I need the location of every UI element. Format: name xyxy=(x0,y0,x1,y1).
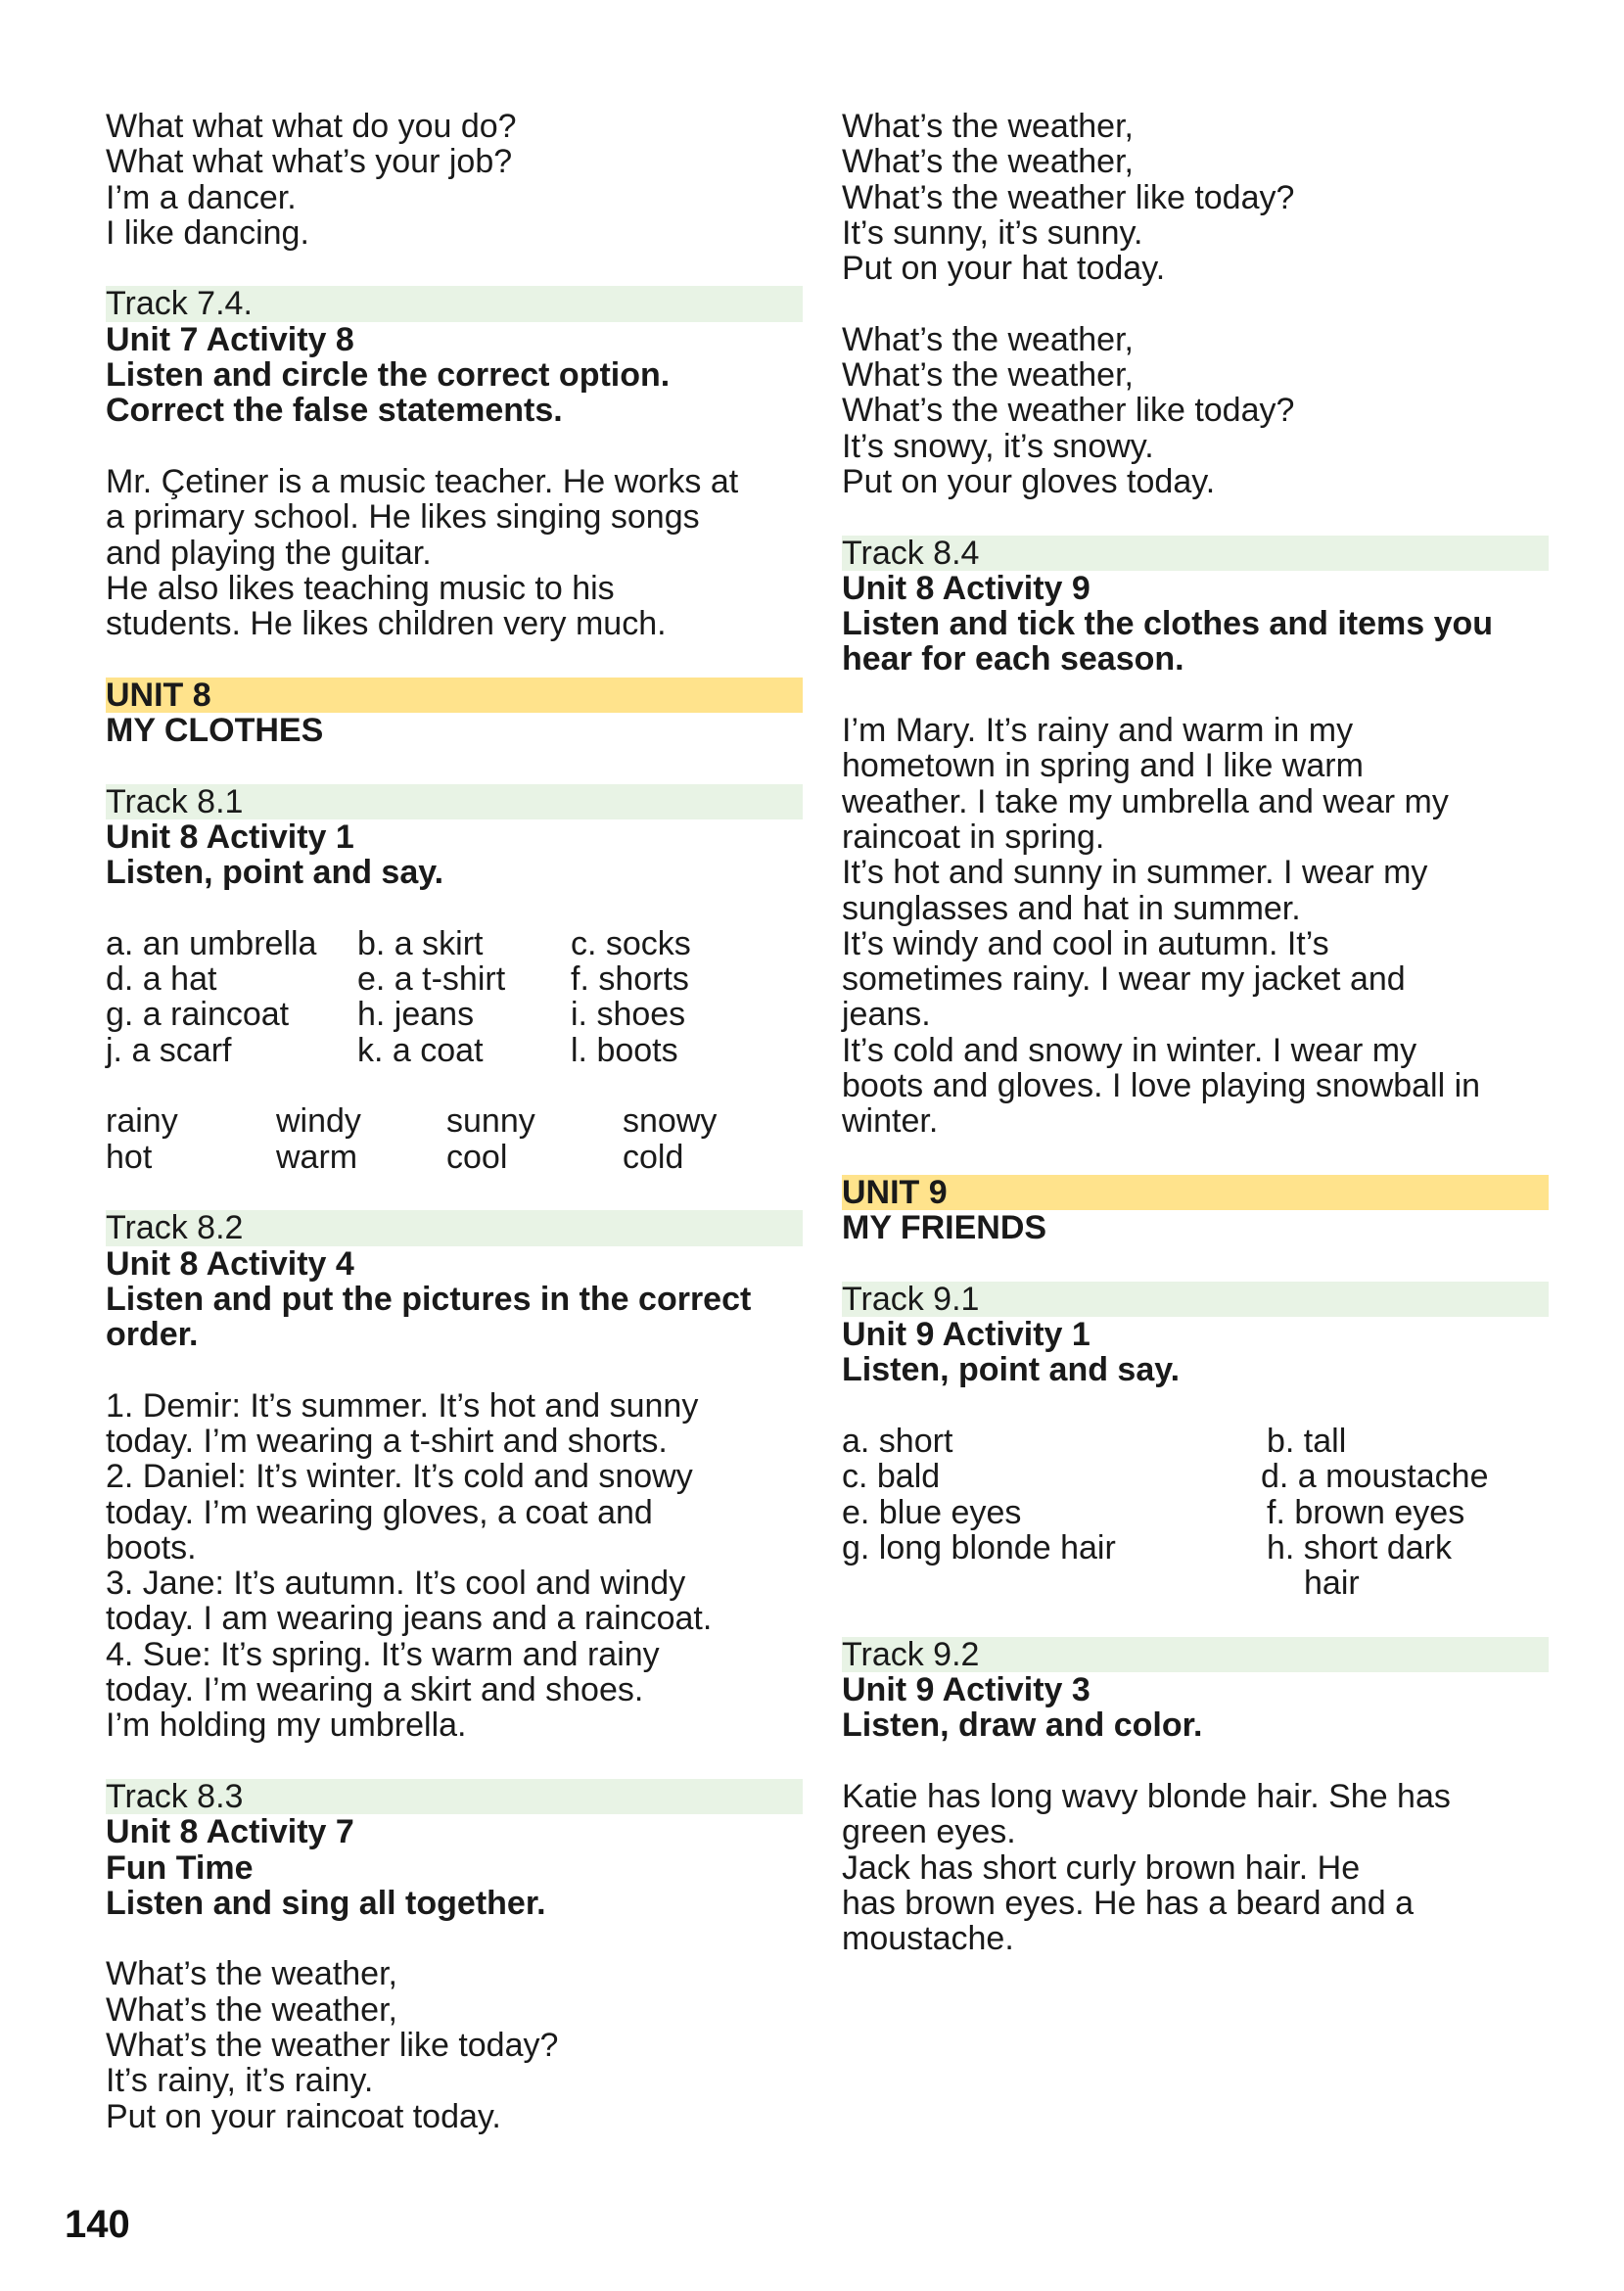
text-line: Katie has long wavy blonde hair. She has xyxy=(842,1777,1451,1815)
unit-label: UNIT 9 xyxy=(842,1175,1549,1210)
unit-label: UNIT 8 xyxy=(106,678,803,713)
text-line: jeans. xyxy=(842,996,931,1034)
text-line: students. He likes children very much. xyxy=(106,605,667,643)
text-line: sometimes rainy. I wear my jacket and xyxy=(842,960,1406,999)
text-line: moustache. xyxy=(842,1920,1014,1958)
description-item: f. brown eyes xyxy=(1267,1493,1465,1531)
text-line: Jack has short curly brown hair. He xyxy=(842,1848,1361,1887)
text-line: today. I’m wearing a skirt and shoes. xyxy=(106,1671,644,1709)
track-label: Track 9.2 xyxy=(842,1637,1549,1672)
vocab-item: b. a skirt xyxy=(357,924,484,962)
vocab-item: d. a hat xyxy=(106,960,217,999)
text-line: 1. Demir: It’s summer. It’s hot and sunny xyxy=(106,1386,699,1425)
song-line: What’s the weather, xyxy=(106,1990,397,2029)
song-line: What’s the weather, xyxy=(106,1955,397,1993)
description-item: hair xyxy=(1304,1565,1360,1603)
text-line: I’m a dancer. xyxy=(106,178,297,216)
track-label: Track 8.3 xyxy=(106,1779,803,1814)
text-line: I’m holding my umbrella. xyxy=(106,1707,467,1745)
instruction-line: Listen, point and say. xyxy=(842,1351,1181,1389)
text-line: boots and gloves. I love playing snowball in xyxy=(842,1067,1481,1105)
instruction-line: Listen and tick the clothes and items you xyxy=(842,605,1494,643)
section-track-8-4 xyxy=(842,536,1549,1140)
song-line: Put on your gloves today. xyxy=(842,462,1216,500)
text-line: It’s hot and sunny in summer. I wear my xyxy=(842,854,1428,892)
vocab-item: j. a scarf xyxy=(106,1031,232,1069)
vocab-row xyxy=(106,997,803,1032)
song-line: What’s the weather, xyxy=(842,143,1134,181)
song-line: What’s the weather, xyxy=(842,356,1134,395)
vocab-row xyxy=(106,961,803,997)
text-line: It’s windy and cool in autumn. It’s xyxy=(842,924,1329,962)
activity-subtitle: Fun Time xyxy=(106,1848,254,1887)
vocab-item: k. a coat xyxy=(357,1031,484,1069)
song-line: What’s the weather, xyxy=(842,108,1134,145)
text-line: boots. xyxy=(106,1528,197,1566)
instruction-line: Listen, draw and color. xyxy=(842,1707,1203,1745)
activity-label: Unit 8 Activity 1 xyxy=(106,818,354,856)
track-label: Track 8.2 xyxy=(106,1210,803,1245)
vocab-item: i. shoes xyxy=(571,996,686,1034)
text-line: weather. I take my umbrella and wear my xyxy=(842,782,1449,820)
vocab-item: e. a t-shirt xyxy=(357,960,506,999)
weather-word: sunny xyxy=(446,1102,535,1141)
weather-row xyxy=(106,1103,803,1139)
song-verse-snowy xyxy=(842,322,1549,499)
song-line: What’s the weather like today? xyxy=(842,392,1295,430)
description-item: a. short xyxy=(842,1422,953,1460)
instruction-line: Listen, point and say. xyxy=(106,854,444,892)
description-item: d. a moustache xyxy=(1261,1458,1489,1496)
text-line: today. I am wearing jeans and a raincoat. xyxy=(106,1600,713,1638)
description-item xyxy=(842,1566,1304,1601)
section-track-8-2 xyxy=(106,1210,803,1743)
activity-label: Unit 7 Activity 8 xyxy=(106,320,354,358)
right-column xyxy=(842,109,1549,1956)
weather-word: snowy xyxy=(623,1102,718,1141)
text-line: hometown in spring and I like warm xyxy=(842,747,1364,785)
unit-title: MY FRIENDS xyxy=(842,1209,1047,1247)
vocab-item: g. a raincoat xyxy=(106,996,290,1034)
track-label: Track 7.4. xyxy=(106,286,803,321)
page-number: 140 xyxy=(65,2203,130,2246)
instruction-line: order. xyxy=(106,1316,199,1354)
instruction-line: Listen and sing all together. xyxy=(106,1884,546,1922)
activity-label: Unit 9 Activity 3 xyxy=(842,1671,1090,1709)
text-line: and playing the guitar. xyxy=(106,534,432,572)
instruction-line: Correct the false statements. xyxy=(106,392,563,430)
vocab-item: f. shorts xyxy=(571,960,689,999)
weather-words-grid xyxy=(106,1103,803,1175)
text-line: sunglasses and hat in summer. xyxy=(842,889,1301,927)
text-line: 3. Jane: It’s autumn. It’s cool and windy xyxy=(106,1565,686,1603)
song-line: It’s sunny, it’s sunny. xyxy=(842,213,1143,252)
song-line: What’s the weather like today? xyxy=(842,178,1295,216)
vocab-row xyxy=(106,1033,803,1068)
description-item: h. short dark xyxy=(1267,1528,1452,1566)
track-label: Track 8.1 xyxy=(106,784,803,819)
activity-label: Unit 8 Activity 7 xyxy=(106,1813,354,1851)
vocab-item: c. socks xyxy=(571,924,691,962)
weather-word: rainy xyxy=(106,1102,178,1141)
song-line: It’s rainy, it’s rainy. xyxy=(106,2062,374,2100)
section-track-8-1 xyxy=(106,784,803,1175)
text-line: What what what’s your job? xyxy=(106,143,513,181)
song-end-lines xyxy=(106,109,803,251)
weather-word: windy xyxy=(276,1102,361,1141)
activity-label: Unit 9 Activity 1 xyxy=(842,1316,1090,1354)
description-row xyxy=(842,1495,1549,1530)
weather-word: cold xyxy=(623,1138,684,1176)
vocab-row xyxy=(106,926,803,961)
left-column xyxy=(106,109,803,2134)
text-line: has brown eyes. He has a beard and a xyxy=(842,1884,1415,1922)
instruction-line: hear for each season. xyxy=(842,640,1184,678)
weather-word: hot xyxy=(106,1138,153,1176)
section-track-7-4 xyxy=(106,286,803,641)
song-verse-sunny xyxy=(842,109,1549,286)
unit-9-heading xyxy=(842,1175,1549,1246)
unit-title: MY CLOTHES xyxy=(106,712,324,750)
instruction-line: Listen and put the pictures in the correct xyxy=(106,1280,752,1318)
activity-label: Unit 8 Activity 9 xyxy=(842,569,1090,607)
track-label: Track 9.1 xyxy=(842,1282,1549,1317)
unit-8-heading xyxy=(106,678,803,749)
description-row xyxy=(842,1459,1549,1494)
description-row xyxy=(842,1530,1549,1566)
song-line: Put on your hat today. xyxy=(842,250,1166,288)
text-line: I like dancing. xyxy=(106,213,309,252)
text-line: What what what do you do? xyxy=(106,108,517,145)
track-label: Track 8.4 xyxy=(842,536,1549,571)
weather-word: warm xyxy=(276,1138,358,1176)
weather-word: cool xyxy=(446,1138,508,1176)
text-line: raincoat in spring. xyxy=(842,818,1105,856)
vocab-grid xyxy=(106,926,803,1068)
instruction-line: Listen and circle the correct option. xyxy=(106,356,671,395)
song-line: What’s the weather like today? xyxy=(106,2027,559,2065)
vocab-item: h. jeans xyxy=(357,996,475,1034)
text-line: winter. xyxy=(842,1102,939,1141)
text-line: today. I’m wearing a t-shirt and shorts. xyxy=(106,1422,668,1460)
description-grid xyxy=(842,1424,1549,1601)
text-line: Mr. Çetiner is a music teacher. He works at xyxy=(106,462,739,500)
text-line: It’s cold and snowy in winter. I wear my xyxy=(842,1031,1417,1069)
vocab-item: l. boots xyxy=(571,1031,678,1069)
text-line: green eyes. xyxy=(842,1813,1016,1851)
section-track-9-2 xyxy=(842,1637,1549,1957)
text-line: a primary school. He likes singing songs xyxy=(106,498,700,537)
description-item: e. blue eyes xyxy=(842,1493,1022,1531)
description-row xyxy=(842,1424,1549,1459)
weather-row xyxy=(106,1140,803,1175)
description-item: c. bald xyxy=(842,1458,941,1496)
text-line: 2. Daniel: It’s winter. It’s cold and snowy xyxy=(106,1458,693,1496)
song-line: Put on your raincoat today. xyxy=(106,2097,501,2135)
text-line: 4. Sue: It’s spring. It’s warm and rainy xyxy=(106,1635,660,1673)
vocab-item: a. an umbrella xyxy=(106,924,317,962)
description-item: g. long blonde hair xyxy=(842,1528,1116,1566)
text-line: He also likes teaching music to his xyxy=(106,569,615,607)
section-track-9-1 xyxy=(842,1282,1549,1602)
song-line: It’s snowy, it’s snowy. xyxy=(842,427,1154,465)
text-line: today. I’m wearing gloves, a coat and xyxy=(106,1493,653,1531)
description-row xyxy=(842,1566,1549,1601)
song-line: What’s the weather, xyxy=(842,320,1134,358)
section-track-8-3 xyxy=(106,1779,803,2134)
description-item: b. tall xyxy=(1267,1422,1347,1460)
activity-label: Unit 8 Activity 4 xyxy=(106,1244,354,1283)
text-line: I’m Mary. It’s rainy and warm in my xyxy=(842,712,1354,750)
